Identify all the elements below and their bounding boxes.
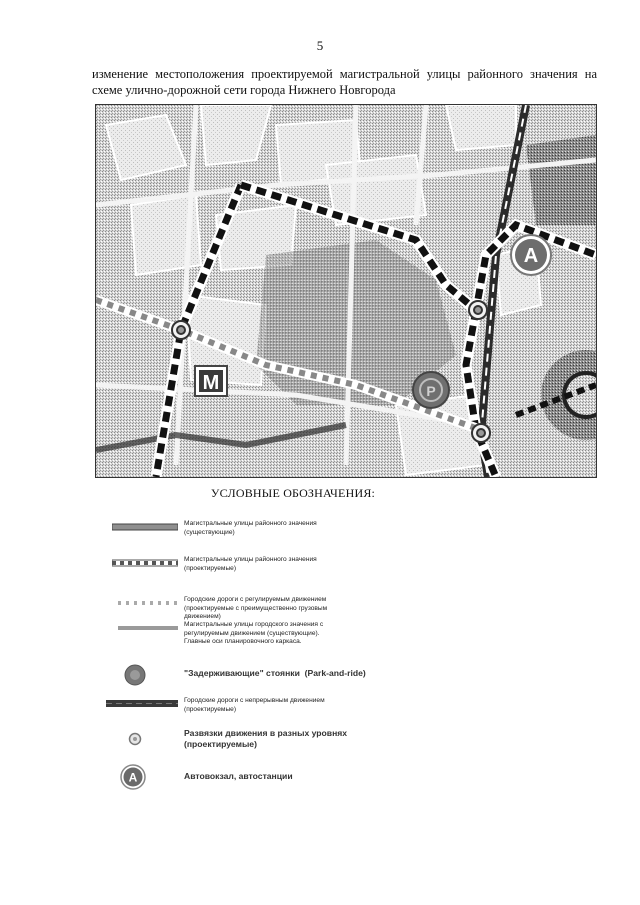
continuous-road-swatch: [106, 699, 178, 708]
svg-text:M: M: [202, 372, 220, 394]
figure-caption: изменение местоположения проектируемой магистральной улицы районного значения на схеме улично-дорожной сети города Нижнего Новгорода: [92, 67, 597, 97]
bus-station-marker: [511, 235, 551, 275]
existing-district-road-swatch: [112, 523, 178, 531]
page-number: 5: [316, 38, 324, 53]
street-network-map: [95, 104, 597, 478]
legend-label: Магистральные улицы районного значения (проектируемые): [184, 556, 317, 572]
legend-label: Развязки движения в разных уровнях (проектируемые): [184, 728, 348, 749]
parking-icon: [124, 664, 146, 686]
svg-text:A: A: [128, 770, 138, 785]
park-and-ride-marker: [413, 372, 449, 408]
industrial-zone: [526, 135, 596, 225]
existing-city-road-swatch: [118, 625, 178, 631]
legend-label: "Задерживающие" стоянки (Park-and-ride): [184, 668, 366, 678]
legend-label: Магистральные улицы районного значения (существующие): [184, 520, 317, 536]
legend-label: Городские дороги с непрерывным движением (проектируемые): [184, 697, 325, 713]
interchange-icon: [128, 732, 142, 746]
legend-title: УСЛОВНЫЕ ОБОЗНАЧЕНИЯ:: [210, 486, 376, 500]
legend-label: Городские дороги с регулируемым движением (проектируемые с преимущественно грузовым движением): [184, 596, 328, 621]
metro-marker: [195, 366, 227, 396]
svg-text:A: A: [523, 245, 539, 267]
legend-label: Магистральные улицы городского значения с регулируемым движением (существующие). Главные оси планировочного каркаса.: [184, 621, 324, 646]
svg-text:P: P: [426, 383, 436, 399]
planned-district-road-swatch: [112, 559, 178, 567]
bus-station-icon: [120, 764, 146, 790]
legend-label: Автовокзал, автостанции: [184, 771, 293, 781]
planned-regulated-road-swatch: [118, 599, 178, 607]
